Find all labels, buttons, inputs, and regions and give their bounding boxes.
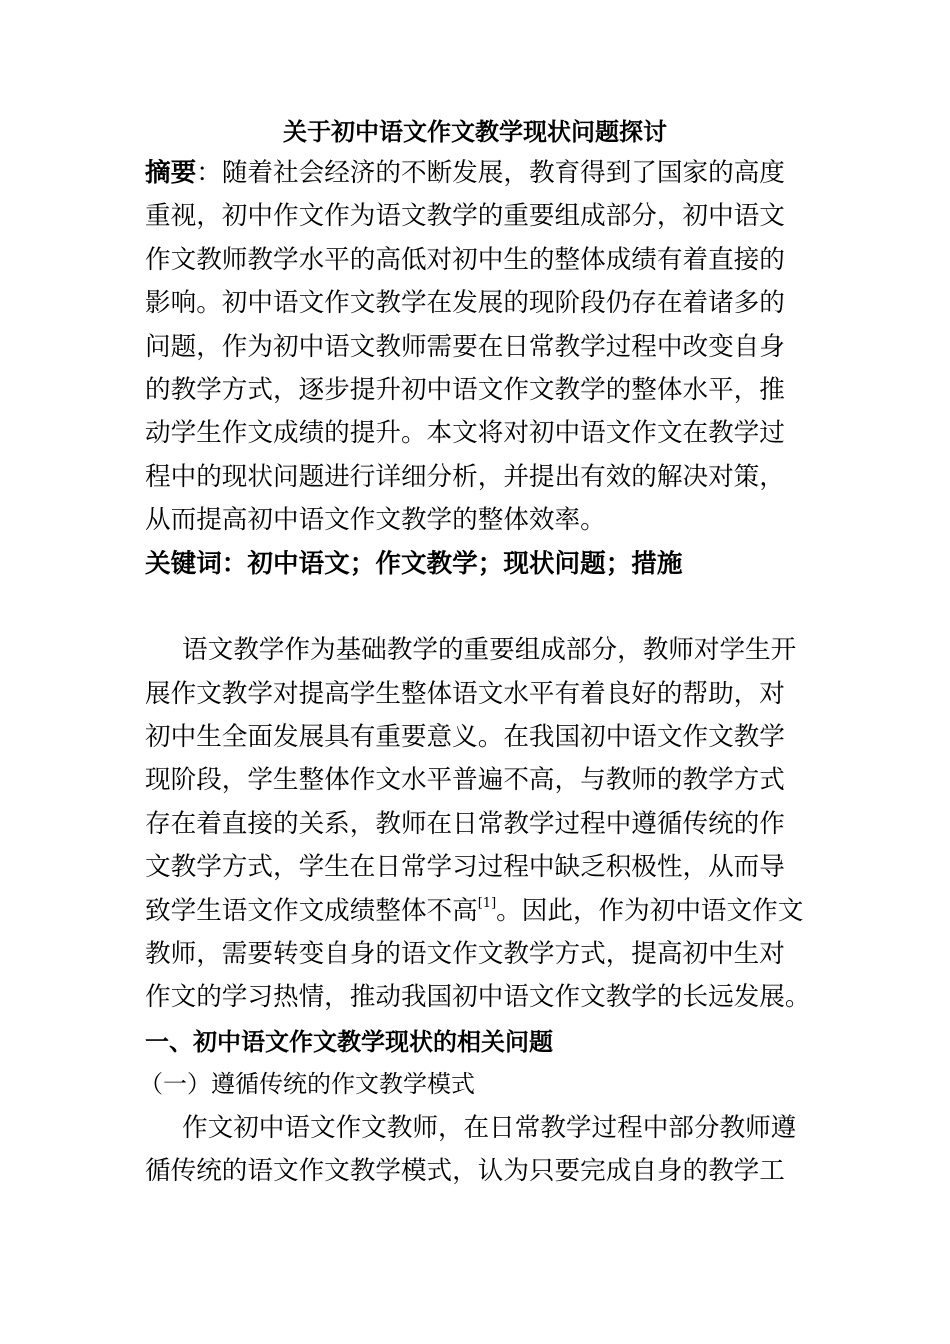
abstract-line: 从而提高初中语文作文教学的整体效率。 bbox=[145, 505, 606, 536]
abstract-line: 问题，作为初中语文教师需要在日常教学过程中改变自身 bbox=[145, 331, 785, 362]
paragraph-line: 展作文教学对提高学生整体语文水平有着良好的帮助，对 bbox=[145, 678, 785, 709]
subsection-heading: （一）遵循传统的作文教学模式 bbox=[139, 1070, 475, 1099]
keywords: 关键词：初中语文；作文教学；现状问题；措施 bbox=[145, 548, 683, 579]
paragraph-line: 文教学方式，学生在日常学习过程中缺乏积极性，从而导 bbox=[145, 852, 785, 883]
paragraph-line: 教师，需要转变自身的语文作文教学方式，提高初中生对 bbox=[145, 939, 785, 970]
blank-line bbox=[145, 586, 805, 629]
section-heading: 一、初中语文作文教学现状的相关问题 bbox=[145, 1026, 553, 1056]
abstract-label: 摘要 bbox=[145, 158, 197, 188]
paragraph-line bbox=[145, 890, 805, 933]
section-paragraph bbox=[145, 1107, 805, 1194]
paragraph-line: 作文初中语文作文教师，在日常教学过程中部分教师遵 bbox=[182, 1112, 797, 1143]
paragraph-line: 存在着直接的关系，教师在日常教学过程中遵循传统的作 bbox=[145, 808, 785, 839]
paragraph-line: 现阶段，学生整体作文水平普遍不高，与教师的教学方式 bbox=[145, 765, 785, 796]
paragraph-line: 作文的学习热情，推动我国初中语文作文教学的长远发展。 bbox=[145, 982, 811, 1013]
abstract-colon: ： bbox=[196, 158, 222, 188]
document-body bbox=[139, 112, 811, 1193]
abstract-line: 程中的现状问题进行详细分析，并提出有效的解决对策， bbox=[145, 461, 785, 492]
abstract-line: 作文教师教学水平的高低对初中生的整体成绩有着直接的 bbox=[145, 244, 785, 275]
document-title: 关于初中语文作文教学现状问题探讨 bbox=[283, 117, 667, 146]
abstract-line: 动学生作文成绩的提升。本文将对初中语文作文在教学过 bbox=[145, 418, 785, 449]
abstract-line: 重视，初中作文作为语文教学的重要组成部分，初中语文 bbox=[145, 201, 785, 232]
abstract-line: 影响。初中语文作文教学在发展的现阶段仍存在着诸多的 bbox=[145, 288, 785, 319]
abstract-line: 的教学方式，逐步提升初中语文作文教学的整体水平，推 bbox=[145, 374, 785, 405]
intro-paragraph bbox=[145, 629, 811, 1020]
ref-line-after: 。因此，作为初中语文作文 bbox=[496, 895, 804, 926]
paragraph-line: 语文教学作为基础教学的重要组成部分，教师对学生开 bbox=[182, 635, 797, 666]
abstract-line bbox=[145, 152, 805, 195]
citation-mark[interactable]: [1] bbox=[477, 895, 497, 911]
ref-line-before: 致学生语文作文成绩整体不高 bbox=[145, 895, 478, 926]
paragraph-line: 循传统的语文作文教学模式，认为只要完成自身的教学工 bbox=[145, 1155, 785, 1186]
paragraph-line: 初中生全面发展具有重要意义。在我国初中语文作文教学 bbox=[145, 722, 785, 753]
abstract bbox=[145, 152, 805, 543]
abstract-first-line: 随着社会经济的不断发展，教育得到了国家的高度 bbox=[221, 158, 785, 188]
